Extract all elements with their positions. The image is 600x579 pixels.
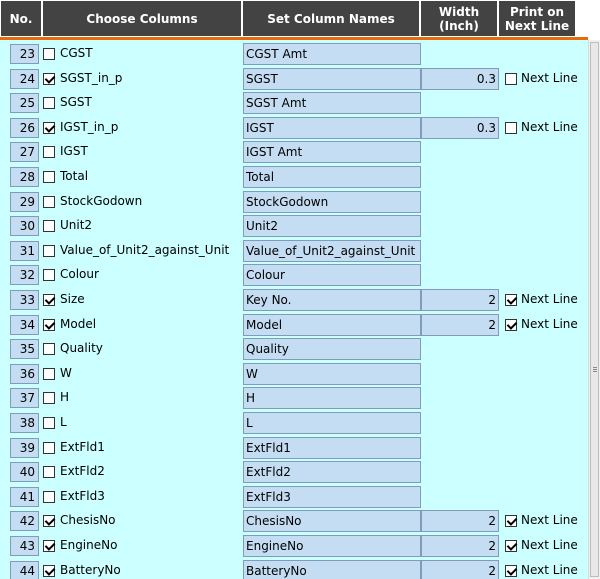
choose-column-checkbox[interactable] — [43, 466, 55, 478]
column-grid — [0, 40, 588, 579]
column-label[interactable]: Colour — [60, 267, 99, 282]
table-row — [0, 559, 588, 579]
header-print-next-line — [499, 1, 575, 36]
next-line-label[interactable]: Next Line — [521, 119, 578, 134]
choose-column-checkbox[interactable] — [43, 220, 55, 232]
header-width — [421, 1, 497, 36]
header-width-line1: Width — [438, 4, 480, 19]
column-label[interactable]: ChesisNo — [60, 513, 116, 528]
choose-column-checkbox[interactable] — [43, 392, 55, 404]
next-line-checkbox[interactable] — [505, 540, 517, 552]
column-name-input[interactable]: ChesisNo — [243, 510, 421, 532]
column-label[interactable]: W — [60, 365, 72, 380]
column-label[interactable]: ExtFld3 — [60, 488, 105, 503]
choose-column-checkbox[interactable] — [43, 97, 55, 109]
scrollbar-grip-line — [593, 369, 597, 370]
table-row — [0, 190, 588, 215]
column-label[interactable]: IGST — [60, 144, 88, 159]
column-label[interactable]: L — [60, 415, 67, 429]
table-row — [0, 91, 588, 116]
header-no: No. — [1, 1, 41, 36]
column-width-input[interactable]: 2 — [421, 314, 499, 336]
scrollbar-grip-line — [593, 367, 597, 368]
next-line-checkbox[interactable] — [505, 294, 517, 306]
column-label[interactable]: Size — [60, 292, 85, 306]
column-name-input[interactable]: Colour — [243, 264, 421, 286]
table-row — [0, 313, 588, 338]
column-label[interactable]: Value_of_Unit2_against_Unit — [60, 242, 230, 257]
choose-column-checkbox[interactable] — [43, 491, 55, 503]
header-print-line1: Print on — [509, 4, 565, 19]
header-print-line2: Next Line — [504, 18, 570, 33]
row-number: 36 — [10, 364, 39, 384]
column-name-input[interactable]: Model — [243, 314, 421, 336]
column-label[interactable]: CGST — [60, 46, 93, 60]
choose-column-checkbox[interactable] — [43, 515, 55, 527]
choose-column-checkbox[interactable] — [43, 294, 55, 306]
choose-column-checkbox[interactable] — [43, 245, 55, 257]
next-line-label[interactable]: Next Line — [521, 70, 578, 85]
choose-column-checkbox[interactable] — [43, 442, 55, 454]
column-width-input[interactable]: 2 — [421, 560, 499, 579]
column-name-input[interactable]: Total — [243, 166, 421, 188]
row-number: 29 — [10, 192, 39, 212]
choose-column-checkbox[interactable] — [43, 368, 55, 380]
column-width-input[interactable]: 2 — [421, 289, 499, 311]
column-label[interactable]: EngineNo — [60, 538, 118, 552]
row-number: 41 — [10, 487, 39, 507]
scrollbar-grip-line — [593, 371, 597, 372]
table-row — [0, 460, 588, 485]
column-label[interactable]: Model — [60, 316, 97, 331]
choose-column-checkbox[interactable] — [43, 319, 55, 331]
row-number: 42 — [10, 511, 39, 531]
row-number: 30 — [10, 216, 39, 236]
row-number: 40 — [10, 462, 39, 482]
column-label[interactable]: ExtFld2 — [60, 464, 105, 479]
row-number: 37 — [10, 388, 39, 408]
column-name-input[interactable]: SGST — [243, 68, 421, 90]
column-label[interactable]: Unit2 — [60, 218, 93, 233]
table-row — [0, 42, 588, 67]
next-line-label[interactable]: Next Line — [521, 538, 578, 552]
table-row — [0, 116, 588, 141]
choose-column-checkbox[interactable] — [43, 196, 55, 208]
choose-column-checkbox[interactable] — [43, 343, 55, 355]
column-name-input[interactable]: W — [243, 363, 421, 385]
choose-column-checkbox[interactable] — [43, 565, 55, 577]
column-label[interactable]: SGST_in_p — [60, 70, 123, 85]
table-row — [0, 436, 588, 461]
table-row — [0, 362, 588, 387]
table-row — [0, 411, 588, 436]
column-label[interactable]: Quality — [60, 341, 103, 356]
row-number: 31 — [10, 241, 39, 261]
column-label[interactable]: StockGodown — [60, 193, 143, 208]
table-row — [0, 386, 588, 411]
row-number: 34 — [10, 315, 39, 335]
column-label[interactable]: ExtFld1 — [60, 439, 105, 454]
column-label[interactable]: Total — [60, 169, 89, 183]
table-row — [0, 214, 588, 239]
table-row — [0, 140, 588, 165]
next-line-label[interactable]: Next Line — [521, 513, 578, 528]
column-label[interactable]: SGST — [60, 95, 92, 110]
row-number: 35 — [10, 339, 39, 359]
column-name-input[interactable]: ExtFld2 — [243, 461, 421, 483]
column-name-input[interactable]: IGST Amt — [243, 141, 421, 163]
header-choose-columns: Choose Columns — [43, 1, 241, 36]
row-number: 24 — [10, 69, 39, 89]
table-row — [0, 165, 588, 190]
next-line-label[interactable]: Next Line — [521, 562, 578, 577]
next-line-checkbox[interactable] — [505, 515, 517, 527]
row-number: 25 — [10, 93, 39, 113]
column-name-input[interactable]: Quality — [243, 338, 421, 360]
column-name-input[interactable]: Unit2 — [243, 215, 421, 237]
choose-column-checkbox[interactable] — [43, 48, 55, 60]
next-line-label[interactable]: Next Line — [521, 316, 578, 331]
row-number: 28 — [10, 167, 39, 187]
table-row — [0, 263, 588, 288]
vertical-scrollbar[interactable] — [588, 40, 600, 579]
choose-column-checkbox[interactable] — [43, 540, 55, 552]
column-name-input[interactable]: StockGodown — [243, 191, 421, 213]
next-line-checkbox[interactable] — [505, 73, 517, 85]
column-name-input[interactable]: Value_of_Unit2_against_Unit — [243, 240, 421, 262]
next-line-checkbox[interactable] — [505, 319, 517, 331]
header-width-line2: (Inch) — [439, 18, 479, 33]
table-row — [0, 239, 588, 264]
choose-column-checkbox[interactable] — [43, 171, 55, 183]
table-row — [0, 288, 588, 313]
column-label[interactable]: IGST_in_p — [60, 119, 119, 134]
column-name-input[interactable]: BatteryNo — [243, 560, 421, 579]
row-number: 43 — [10, 536, 39, 556]
row-number: 26 — [10, 118, 39, 138]
row-number: 23 — [10, 44, 39, 64]
column-name-input[interactable]: EngineNo — [243, 535, 421, 557]
column-name-input[interactable]: ExtFld3 — [243, 486, 421, 508]
table-row — [0, 485, 588, 510]
row-number: 38 — [10, 413, 39, 433]
column-width-input[interactable]: 2 — [421, 535, 499, 557]
next-line-checkbox[interactable] — [505, 565, 517, 577]
column-name-input[interactable]: L — [243, 412, 421, 434]
row-number: 32 — [10, 265, 39, 285]
column-width-input[interactable]: 0.3 — [421, 68, 499, 90]
row-number: 39 — [10, 438, 39, 458]
header-set-column-names: Set Column Names — [243, 1, 419, 36]
choose-column-checkbox[interactable] — [43, 73, 55, 85]
column-name-input[interactable]: ExtFld1 — [243, 437, 421, 459]
column-name-input[interactable]: SGST Amt — [243, 92, 421, 114]
column-label[interactable]: BatteryNo — [60, 562, 121, 577]
column-name-input[interactable]: H — [243, 387, 421, 409]
column-header — [0, 0, 600, 38]
choose-column-checkbox[interactable] — [43, 269, 55, 281]
scrollbar-thumb[interactable] — [590, 42, 599, 577]
choose-column-checkbox[interactable] — [43, 146, 55, 158]
row-number: 27 — [10, 142, 39, 162]
choose-column-checkbox[interactable] — [43, 122, 55, 134]
next-line-label[interactable]: Next Line — [521, 292, 578, 306]
column-width-input[interactable]: 0.3 — [421, 117, 499, 139]
row-number: 44 — [10, 561, 39, 579]
row-number: 33 — [10, 290, 39, 310]
column-width-input[interactable]: 2 — [421, 510, 499, 532]
next-line-checkbox[interactable] — [505, 122, 517, 134]
table-row — [0, 509, 588, 534]
choose-column-checkbox[interactable] — [43, 417, 55, 429]
table-row — [0, 534, 588, 559]
table-row — [0, 337, 588, 362]
column-label[interactable]: H — [60, 390, 70, 405]
column-name-input[interactable]: Key No. — [243, 289, 421, 311]
column-name-input[interactable]: IGST — [243, 117, 421, 139]
column-name-input[interactable]: CGST Amt — [243, 43, 421, 65]
table-row — [0, 67, 588, 92]
